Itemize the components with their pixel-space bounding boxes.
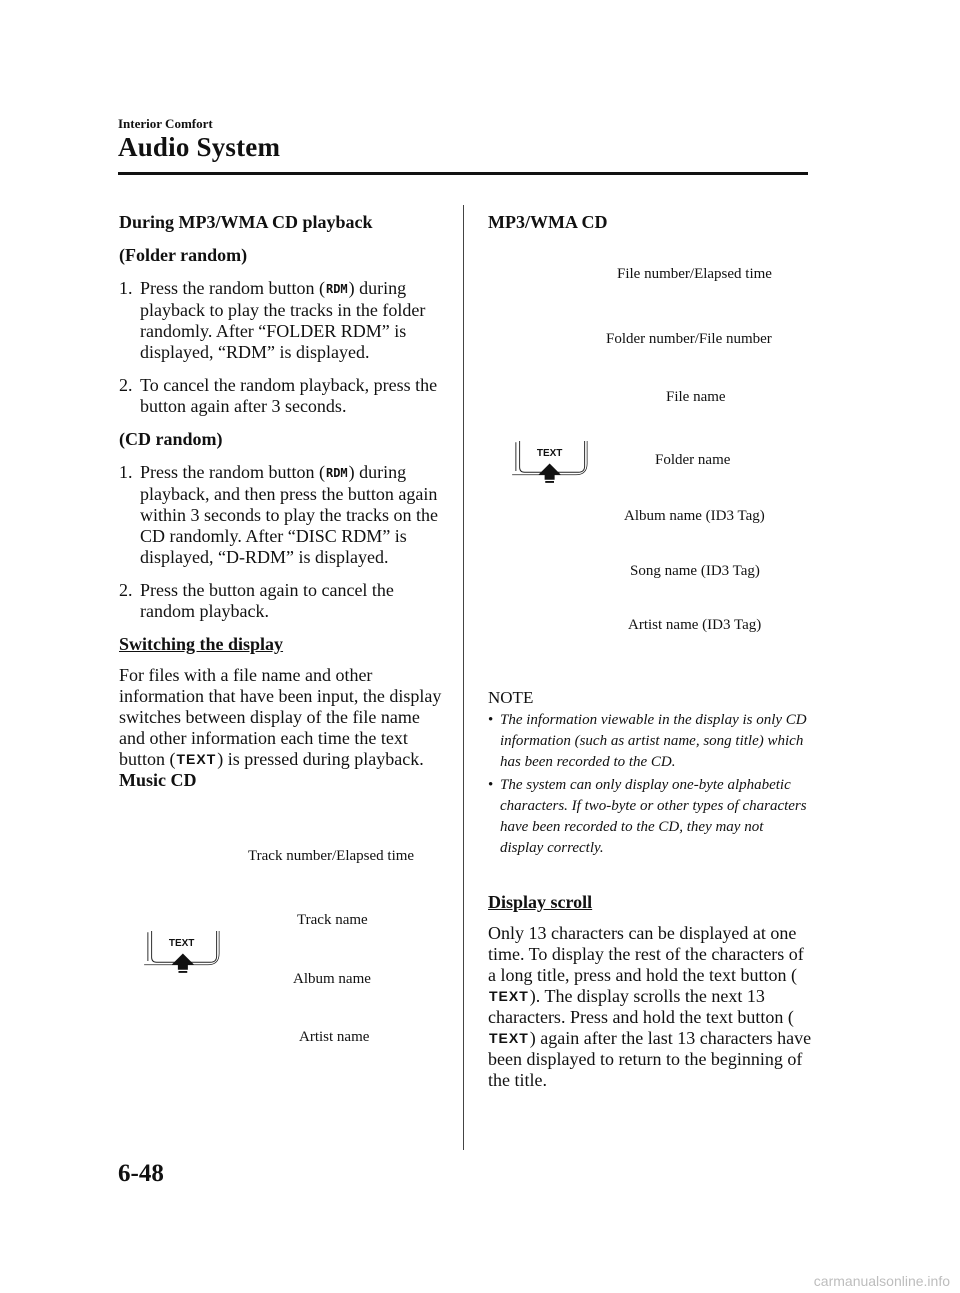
text-button-label: TEXT	[168, 938, 195, 949]
cd-random-step-1	[119, 462, 444, 568]
folder-random-step-1	[119, 278, 444, 363]
mp3-label: Folder number/File number	[606, 331, 772, 347]
mp3-heading: During MP3/WMA CD playback	[119, 212, 373, 232]
text-button-diagram	[120, 926, 242, 976]
rdm-button-icon: RDM	[325, 466, 348, 480]
scroll-text-3: ) again after the last 13 characters have been displayed to return to the beginning of the title.	[488, 1028, 812, 1090]
step-number: 2.	[119, 580, 133, 600]
page-title: Audio System	[118, 132, 281, 162]
folder-random-step-2	[119, 375, 444, 417]
switching-display-title: Switching the display	[119, 634, 284, 654]
switching-body-start: For files with a file name and other information that have been input, the display switches between display of the file name and other information each time the text button (	[119, 665, 442, 769]
note-title: NOTE	[488, 688, 534, 707]
music-cd-label: Album name	[293, 971, 371, 987]
step-text-start: Press the random button (	[140, 278, 325, 298]
mp3-wma-cd-heading: MP3/WMA CD	[488, 212, 608, 232]
music-cd-label: Artist name	[299, 1029, 370, 1045]
step-number: 2.	[119, 375, 133, 395]
display-scroll-title: Display scroll	[488, 892, 593, 912]
page-number: 6-48	[118, 1160, 164, 1187]
note-text: The information viewable in the display is only CD information (such as artist name, song title) which has been recorded to the CD.	[500, 712, 807, 770]
cd-random-step-2	[119, 580, 444, 622]
bullet-icon: •	[488, 712, 494, 728]
mp3-label: File number/Elapsed time	[617, 266, 772, 282]
note-text: The system can only display one-byte alphabetic characters. If two-byte or other types of characters have been recorded to the CD, they may not display correctly.	[500, 777, 807, 856]
mp3-label: Song name (ID3 Tag)	[630, 563, 760, 579]
text-button-label: TEXT	[536, 448, 563, 459]
scroll-text-1: Only 13 characters can be displayed at one time. To display the rest of the characters of a long title, press and hold the text button (	[488, 923, 804, 985]
mp3-label: Artist name (ID3 Tag)	[628, 617, 762, 633]
mp3-label: Album name (ID3 Tag)	[624, 508, 765, 524]
section-label: Interior Comfort	[118, 116, 213, 131]
text-button-icon: TEXT	[489, 1030, 529, 1046]
step-number: 1.	[119, 462, 133, 482]
watermark: carmanualsonline.info	[813, 1273, 950, 1289]
step-text: To cancel the random playback, press the button again after 3 seconds.	[140, 375, 438, 416]
text-button-icon: TEXT	[176, 751, 217, 767]
music-cd-label: Track name	[297, 912, 368, 928]
column-divider	[463, 205, 464, 1150]
step-text	[140, 278, 444, 363]
bullet-icon: •	[488, 777, 494, 793]
step-text: Press the button again to cancel the random playback.	[140, 580, 394, 621]
step-text-end: ) during playback to play the tracks in the folder randomly. After “FOLDER RDM” is displayed, “RDM” is displayed.	[140, 278, 426, 362]
note-item	[488, 775, 808, 859]
mp3-label: Folder name	[655, 452, 731, 468]
step-text-end: ) during playback, and then press the button again within 3 seconds to play the tracks on the CD randomly. After “DISC RDM” is displayed, “D-RDM” is displayed.	[140, 462, 438, 567]
right-column	[488, 212, 813, 245]
display-scroll-body	[488, 923, 813, 1091]
scroll-text-2: ). The display scrolls the next 13 characters. Press and hold the text button (	[488, 986, 794, 1027]
text-button-icon: TEXT	[489, 988, 529, 1004]
music-cd-heading: Music CD	[119, 770, 197, 790]
header-rule	[118, 172, 808, 175]
step-text-start: Press the random button (	[140, 462, 325, 482]
cd-random-title: (CD random)	[119, 429, 223, 449]
display-scroll-section	[488, 892, 813, 1091]
note-list	[488, 710, 808, 861]
step-number: 1.	[119, 278, 133, 298]
rdm-button-icon: RDM	[325, 282, 348, 296]
switching-body-end: ) is pressed during playback.	[217, 749, 424, 769]
switching-display-body	[119, 665, 444, 770]
music-cd-label: Track number/Elapsed time	[248, 848, 415, 864]
text-button-diagram	[488, 436, 610, 486]
mp3-label: File name	[666, 389, 726, 405]
left-column	[119, 212, 444, 803]
folder-random-title: (Folder random)	[119, 245, 248, 265]
step-text	[140, 462, 444, 568]
note-item	[488, 710, 808, 773]
